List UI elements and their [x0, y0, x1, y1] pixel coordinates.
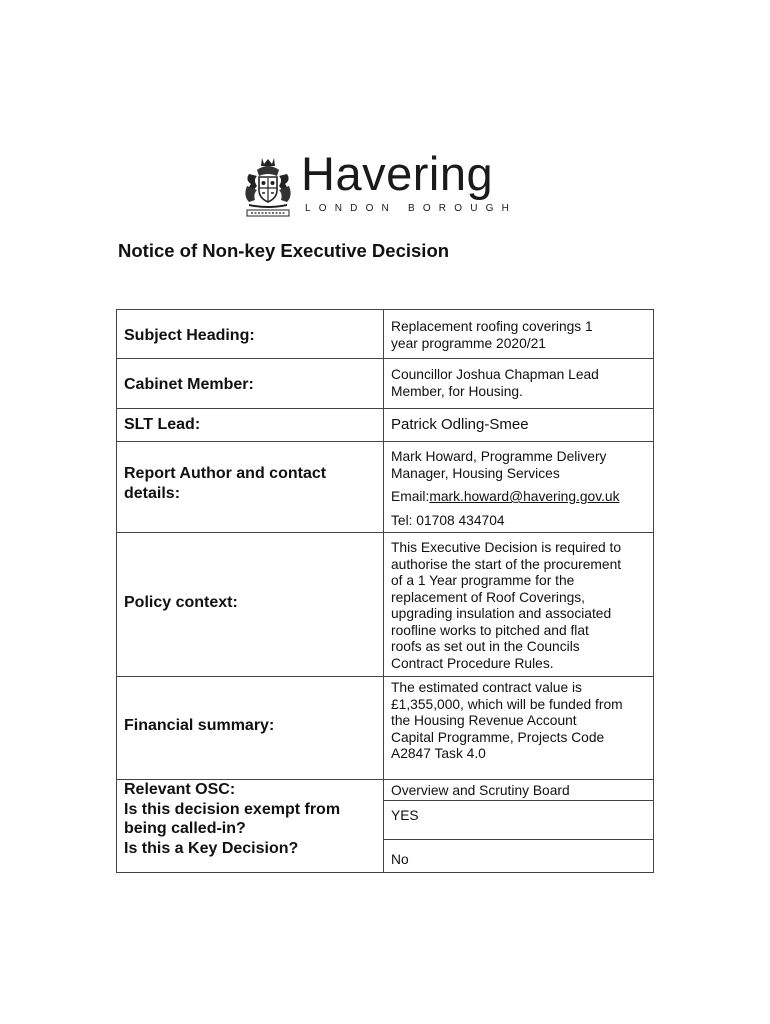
policy-line: authorise the start of the procurement — [391, 556, 622, 572]
row-cabinet — [117, 359, 654, 409]
subject-value-line2: year programme 2020/21 — [391, 335, 546, 351]
key-label: Is this a Key Decision? — [117, 839, 384, 872]
policy-line: Contract Procedure Rules. — [391, 655, 554, 671]
document-title: Notice of Non-key Executive Decision — [118, 240, 450, 261]
slt-value: Patrick Odling-Smee — [384, 409, 654, 442]
subject-value-line1: Replacement roofing coverings 1 — [391, 319, 593, 334]
exempt-label-line2: being called-in? — [124, 820, 246, 837]
cabinet-value — [384, 359, 654, 409]
policy-value — [384, 533, 654, 677]
havering-logo — [243, 147, 523, 218]
financial-label: Financial summary: — [117, 677, 384, 780]
policy-line: roofs as set out in the Councils — [391, 639, 580, 654]
author-name-line1: Mark Howard, Programme Delivery — [391, 449, 607, 464]
exempt-label — [117, 800, 384, 839]
borough-crest-icon — [243, 156, 293, 218]
subject-label: Subject Heading: — [117, 310, 384, 359]
author-name-line2: Manager, Housing Services — [391, 465, 560, 481]
row-subject — [117, 310, 654, 359]
row-author — [117, 442, 654, 533]
exempt-label-line1: Is this decision exempt from — [124, 801, 341, 818]
policy-line: of a 1 Year programme for the — [391, 573, 575, 588]
financial-line: A2847 Task 4.0 — [391, 746, 486, 761]
financial-line: the Housing Revenue Account — [391, 713, 577, 728]
slt-label: SLT Lead: — [117, 409, 384, 442]
author-email — [391, 489, 647, 506]
key-value: No — [384, 839, 654, 872]
policy-line: roofline works to pitched and flat — [391, 622, 589, 638]
author-label-line2: details: — [124, 485, 181, 502]
osc-label: Relevant OSC: — [117, 780, 384, 801]
row-policy — [117, 533, 654, 677]
author-email-prefix: Email: — [391, 489, 430, 504]
author-label-line1: Report Author and contact — [124, 465, 327, 482]
financial-line: £1,355,000, which will be funded from — [391, 696, 623, 712]
osc-value: Overview and Scrutiny Board — [384, 780, 654, 801]
exempt-value: YES — [384, 800, 654, 839]
cabinet-value-line1: Councillor Joshua Chapman Lead — [391, 367, 599, 382]
cabinet-value-line2: Member, for Housing. — [391, 383, 523, 399]
row-financial — [117, 677, 654, 780]
financial-line: Capital Programme, Projects Code — [391, 729, 605, 745]
author-email-link[interactable]: mark.howard@havering.gov.uk — [429, 489, 620, 504]
author-value — [384, 442, 654, 533]
author-tel: Tel: 01708 434704 — [391, 512, 505, 528]
logo-wordmark: Havering — [301, 147, 494, 200]
policy-line: replacement of Roof Coverings, — [391, 589, 586, 605]
policy-label: Policy context: — [117, 533, 384, 677]
decision-table — [116, 309, 654, 873]
row-slt — [117, 409, 654, 442]
financial-line: The estimated contract value is — [391, 680, 582, 695]
financial-value — [384, 677, 654, 780]
subject-value — [384, 310, 654, 359]
cabinet-label: Cabinet Member: — [117, 359, 384, 409]
author-label — [117, 442, 384, 533]
policy-line: upgrading insulation and associated — [391, 606, 612, 621]
row-key — [117, 839, 654, 872]
row-exempt — [117, 800, 654, 839]
policy-line: This Executive Decision is required to — [391, 540, 622, 555]
logo-subtitle: LONDON BOROUGH — [305, 203, 518, 214]
row-osc — [117, 780, 654, 801]
